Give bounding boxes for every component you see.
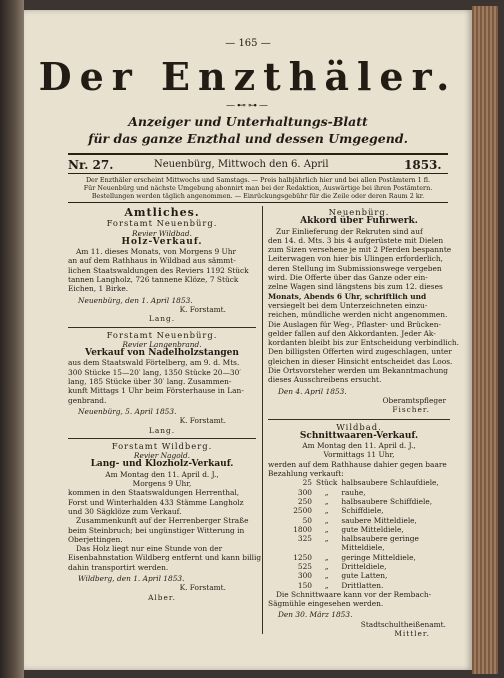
notice-text-line: kordanten bleibt bis zur Entscheidung verbindlich. [268, 338, 459, 348]
notice-holz-verkauf [68, 219, 256, 323]
notice-heading: Akkord über Fuhrwerk. [300, 216, 418, 227]
notice-text-line: wird. Die Offerte über das Ganze oder ein- [268, 273, 428, 283]
notice-heading: Verkauf von Nadelholzstangen [85, 348, 239, 359]
masthead-title: Der Enzthäler. [38, 54, 458, 99]
notice-date: Den 4. April 1853. [278, 386, 347, 396]
notice-text-line: Am 11. dieses Monats, von Morgens 9 Uhr [76, 247, 237, 257]
notice-text-line: Zusammenkunft auf der Herrenberger Straße [76, 516, 249, 526]
notice-signature-name: Lang. [148, 314, 176, 324]
notice-text-line: dahin transportirt werden. [68, 562, 169, 572]
goods-unit: Stück [316, 478, 338, 488]
goods-description: Drittlatten. [341, 580, 384, 590]
notice-text-line: gelder fallen auf den Akkordanten. Jeder Ak- [268, 328, 436, 338]
notice-signature-name: Fischer. [392, 405, 430, 415]
goods-quantity: 1250 [293, 552, 312, 562]
issue-place-date: Neuenbürg, Mittwoch den 6. April [154, 159, 329, 170]
notice-text-line: zelne Wagen sind längstens bis zum 12. dieses [268, 282, 443, 292]
notice-text-line: Eichen, 1 Birke. [68, 284, 129, 294]
notice-text-line: werden auf dem Rathhause dahier gegen baare [268, 459, 447, 469]
notice-district: Revier Nagold. [133, 451, 191, 461]
section-title: Amtliches. [124, 206, 200, 219]
goods-row [286, 497, 450, 506]
notice-text-line: beim Steinbruch; bei ungünstiger Witterung in [68, 525, 245, 535]
notice-text-line: Eisenbahnstation Wildberg entfernt und kann billig [68, 553, 262, 563]
header-rule-top [68, 153, 448, 155]
notice-office: Forstamt Wildberg. [111, 440, 213, 451]
goods-row [286, 516, 450, 525]
notice-nadelholzstangen [68, 331, 256, 435]
notice-heading: Schnittwaaren-Verkauf. [299, 430, 419, 441]
goods-description: Schiffdiele, [341, 506, 384, 516]
notice-date: Den 30. März 1853. [278, 610, 353, 620]
goods-quantity: 2500 [293, 506, 312, 516]
goods-row [286, 478, 450, 487]
notice-heading: Lang- und Klozholz-Verkauf. [90, 459, 234, 470]
goods-description: saubere Mitteldiele, [341, 515, 417, 525]
notice-heading: Holz-Verkauf. [121, 236, 203, 247]
goods-quantity: 25 [302, 478, 312, 488]
notice-signature-name: Alber. [148, 592, 176, 602]
notice-text-line: Den billigsten Offerten wird zugeschlagen, unter [268, 347, 452, 357]
notice-signature-office: K. Forstamt. [179, 416, 226, 426]
notice-text-line: Das Holz liegt nur eine Stunde von der [76, 544, 223, 554]
notice-text-line: Monats, Abends 6 Uhr, schriftlich und [268, 291, 427, 301]
notice-text-line: aus dem Staatswald Förtelberg, am 9. d. Mts. [68, 358, 240, 368]
goods-description: Dritteldiele, [341, 561, 387, 571]
left-column [68, 206, 262, 602]
goods-description: halbsaubere Schiffdiele, [341, 496, 433, 506]
header-rule-bottom [68, 202, 448, 203]
goods-quantity: 250 [297, 496, 312, 506]
notice-text-line: Die Schnittwaare kann vor der Rembach- [276, 589, 432, 599]
goods-unit: „ [324, 534, 329, 544]
notice-fuhrwerk [268, 207, 459, 415]
notice-date: Neuenbürg, den 1. April 1853. [78, 295, 193, 305]
publication-note-line: Bestellungen werden täglich angenommen. — Einrückungsgebühr für die Zeile oder deren Raum 2 kr. [91, 192, 425, 200]
goods-description: gute Mitteldiele, [341, 524, 404, 534]
goods-description: gute Latten, [341, 571, 388, 581]
page-number: — 165 — [225, 38, 271, 49]
goods-description: rauhe, [341, 487, 366, 497]
notice-signature-office: Oberamtspfleger [382, 395, 446, 405]
goods-quantity: 1800 [293, 524, 312, 534]
notice-text-line: Bezahlung verkauft: [268, 469, 344, 479]
publication-note-line: Für Neuenbürg und nächste Umgebung abonnirt man bei der Redaktion, Auswärtige bei ihren Postämtern. [83, 184, 433, 192]
notice-signature-office: K. Forstamt. [179, 583, 226, 593]
notice-text-line: lichen Staatswaldungen des Reviers 1192 Stück [68, 265, 249, 275]
goods-row [286, 581, 450, 590]
goods-quantity: 325 [297, 534, 312, 544]
notice-time-line: Vormittags 11 Uhr, [323, 450, 395, 460]
notice-date: Wildberg, den 1. April 1853. [78, 573, 185, 583]
notice-text-line: den 14. d. Mts. 3 bis 4 aufgerüstete mit Dielen [268, 235, 444, 245]
goods-quantity: 150 [297, 580, 312, 590]
notice-schnittwaaren [268, 423, 450, 639]
goods-unit: „ [324, 580, 329, 590]
goods-unit: „ [324, 571, 329, 581]
book-spine [0, 0, 24, 678]
notice-divider [68, 438, 256, 439]
goods-row [286, 488, 450, 497]
notice-text-line: reichen, mündliche werden nicht angenommen. [268, 310, 448, 320]
goods-list [286, 478, 450, 590]
notice-signature-name: Mittler. [394, 629, 430, 639]
column-divider [262, 206, 263, 634]
goods-unit: „ [324, 515, 329, 525]
notice-text-line: dieses Ausschreibens ersucht. [268, 375, 382, 385]
subtitle-line-2: für das ganze Enzthal und dessen Umgegend. [88, 131, 408, 146]
notice-office: Forstamt Neuenbürg. [106, 218, 218, 229]
notice-district: Revier Langenbrand. [122, 339, 202, 349]
notice-text-line: 300 Stücke 15—20′ lang, 1350 Stücke 20—30′ [68, 367, 241, 377]
goods-description: geringe Mitteldiele, [341, 552, 416, 562]
notice-text-line: Sägmühle eingesehen werden. [268, 599, 384, 609]
notice-text-line: Die Auslagen für Weg-, Pflaster- und Brücken- [268, 319, 441, 329]
notice-place: Neuenbürg. [328, 207, 390, 217]
notice-text-line: kommen in den Staatswaldungen Herrenthal, [68, 488, 240, 498]
goods-description: halbsaubere Schlaufdiele, [341, 478, 439, 488]
right-column [268, 207, 459, 639]
notice-divider [68, 327, 256, 328]
goods-unit: „ [324, 506, 329, 516]
notice-date: Neuenbürg, 5. April 1853. [78, 406, 177, 416]
notice-text-line: Oberjettingen. [68, 534, 123, 544]
notice-signature-office: K. Forstamt. [179, 304, 226, 314]
goods-unit: „ [324, 496, 329, 506]
goods-quantity: 525 [297, 561, 312, 571]
goods-row [286, 571, 450, 580]
goods-quantity: 50 [302, 515, 312, 525]
notice-date-line: Am Montag den 11. April d. J., [105, 469, 219, 479]
notice-signature-office: Stadtschultheißenamt. [360, 619, 446, 629]
notice-time-line: Morgens 9 Uhr, [132, 479, 192, 489]
notice-text-line: tannen Langholz, 726 tannene Klöze, 7 Stück [68, 275, 239, 285]
notice-signature-name: Lang. [148, 425, 176, 435]
notice-text-line: Die Ortsvorsteher werden um Bekanntmachung [268, 366, 448, 376]
notice-text-line: genbrand. [68, 395, 107, 405]
goods-unit: „ [324, 552, 329, 562]
goods-row [286, 562, 450, 571]
goods-row [286, 525, 450, 534]
notice-klozholz-verkauf [68, 440, 262, 602]
page-edges [472, 6, 498, 674]
notice-date-line: Am Montag den 11. April d. J., [302, 441, 416, 451]
goods-unit: „ [324, 524, 329, 534]
notice-text-line: Forst und Winterhalden 433 Stämme Langholz [68, 497, 244, 507]
notice-text-line: an auf dem Rathhaus in Wildbad aus sämmt- [68, 256, 236, 266]
subtitle-line-1: Anzeiger und Unterhaltungs-Blatt [128, 114, 368, 129]
goods-row [286, 506, 450, 515]
notice-text-line: und 30 Sägklöze zum Verkauf. [68, 506, 182, 516]
notice-office: Forstamt Neuenbürg. [106, 329, 218, 340]
notice-text-line: Leiterwagen von hier bis Ulingen erforderlich, [268, 254, 443, 264]
header-rule-mid [68, 173, 448, 174]
goods-row [286, 553, 450, 562]
issue-number: Nr. 27. [68, 158, 114, 172]
newspaper-page [24, 10, 472, 670]
notice-text-line: zum Sizen versehene je mit 2 Pferden bespannte [268, 245, 452, 255]
goods-quantity: 300 [297, 487, 312, 497]
notice-text-line: deren Stellung im Submissionswege vergeben [268, 263, 442, 273]
notice-text-line: kunft Mittags 1 Uhr beim Försterhause in Lan- [68, 386, 244, 396]
goods-row [286, 534, 450, 553]
goods-quantity: 300 [297, 571, 312, 581]
goods-unit: „ [324, 561, 329, 571]
notice-text-line: versiegelt bei dem Unterzeichneten einzu- [268, 300, 428, 310]
publication-note-line: Der Enzthäler erscheint Mittwochs und Samstags. — Preis halbjährlich hier und bei allen Postämtern 1 fl. [85, 176, 431, 184]
goods-description: halbsaubere geringe Mitteldiele, [341, 534, 419, 553]
masthead-ornament: —⊷⊶— [226, 101, 270, 111]
issue-year: 1853. [404, 158, 442, 172]
notice-place: Wildbad. [336, 421, 382, 432]
notice-text-line: Zur Einlieferung der Rekruten sind auf [276, 226, 423, 236]
notice-text-line: lang, 185 Stücke über 30′ lang. Zusammen- [68, 377, 232, 387]
notice-divider [268, 419, 450, 420]
notice-text-line: gleichen in dieser Hinsicht entscheidet das Loos. [268, 356, 453, 366]
goods-unit: „ [324, 487, 329, 497]
notice-district: Revier Wildbad. [132, 228, 192, 238]
